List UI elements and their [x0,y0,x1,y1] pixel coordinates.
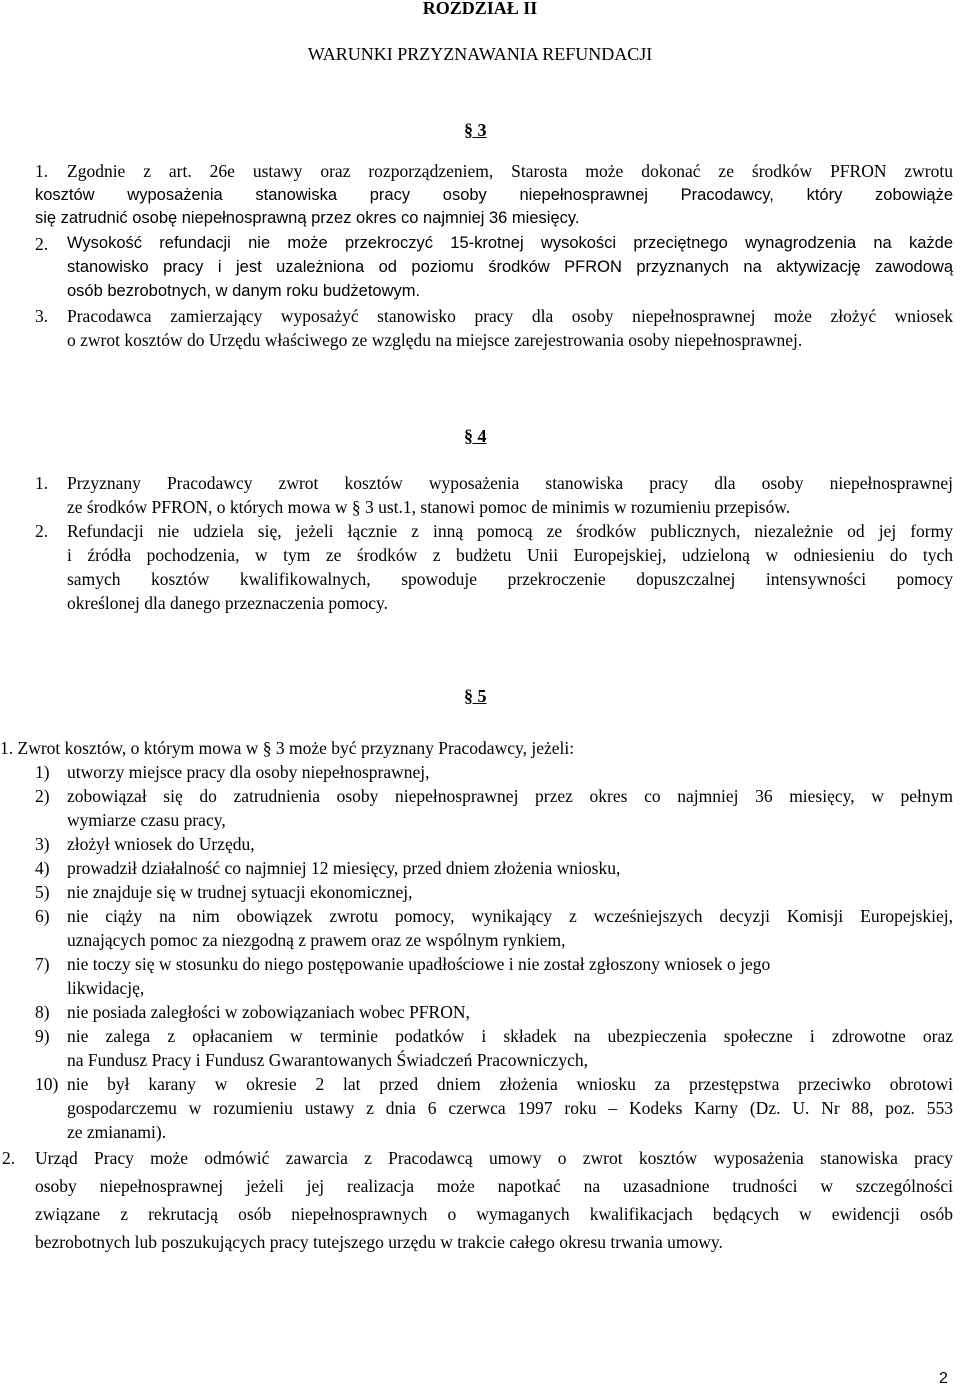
list-item: ze zmianami). [67,1122,167,1142]
sec3-p1-line: kosztów wyposażenia stanowiska pracy osoby niepełnosprawnej Pracodawcy, który zobowiąże [35,186,953,204]
sec4-p1-line: Przyznany Pracodawcy zwrot kosztów wyposażenia stanowiska pracy dla osoby niepełnosprawnej [67,473,953,493]
section-3-heading: § 3 [464,120,487,140]
sec5-p2-line: Urząd Pracy może odmówić zawarcia z Pracodawcą umowy o zwrot kosztów wyposażenia stanowiska pracy [35,1148,953,1168]
sec4-p2-line: i źródła pochodzenia, w tym ze środków z budżetu Unii Europejskiej, udzieloną w odniesieniu do tych [67,545,953,565]
sec5-intro: 1. Zwrot kosztów, o którym mowa w § 3 może być przyznany Pracodawcy, jeżeli: [0,738,575,758]
sec3-p2-line: stanowisko pracy i jest uzależniona od poziomu środków PFRON przyznanych na aktywizację zawodową [67,258,953,276]
list-item-number: 1) [35,762,50,782]
list-item: prowadził działalność co najmniej 12 miesięcy, przed dniem złożenia wniosku, [67,858,621,878]
list-item-number: 6) [35,906,50,926]
sec3-p3-number: 3. [35,306,49,326]
list-item-number: 8) [35,1002,50,1022]
sec3-p1-number: 1. [35,161,49,181]
list-item: na Fundusz Pracy i Fundusz Gwarantowanych Świadczeń Pracowniczych, [67,1050,588,1070]
sec5-p2-line: osoby niepełnosprawnej jeżeli jej realizacja może napotkać na uzasadnione trudności w szczególności [35,1176,953,1196]
list-item: nie był karany w okresie 2 lat przed dniem złożenia wniosku za przestępstwa przeciwko obrotowi [67,1074,953,1094]
list-item-number: 10) [35,1074,59,1094]
page-number: 2 [939,1370,948,1387]
chapter-heading: ROZDZIAŁ II [422,0,538,18]
list-item-number: 2) [35,786,50,806]
sec4-p2-number: 2. [35,521,49,541]
list-item: nie zalega z opłacaniem w terminie podatków i składek na ubezpieczenia społeczne i zdrowotne oraz [67,1026,953,1046]
sec3-p3-line: Pracodawca zamierzający wyposażyć stanowisko pracy dla osoby niepełnosprawnej może złożyć wniosek [67,306,953,326]
list-item: nie toczy się w stosunku do niego postępowanie upadłościowe i nie został zgłoszony wniosek o jego [67,954,771,974]
list-item-number: 3) [35,834,50,854]
list-item: zobowiązał się do zatrudnienia osoby niepełnosprawnej przez okres co najmniej 36 miesięcy, w pełnym [67,786,953,806]
sec5-p2-line: bezrobotnych lub poszukujących pracy tutejszego urzędu w trakcie całego okresu trwania umowy. [35,1232,723,1252]
sec4-p1-number: 1. [35,473,49,493]
sec3-p2-line: Wysokość refundacji nie może przekroczyć 15-krotnej wysokości przeciętnego wynagrodzenia na każde [67,234,953,252]
sec4-p2-line: określonej dla danego przeznaczenia pomocy. [67,593,389,613]
list-item-number: 9) [35,1026,50,1046]
sec3-p2-number: 2. [35,234,49,254]
list-item: wymiarze czasu pracy, [67,810,226,830]
sec3-p1-line: Zgodnie z art. 26e ustawy oraz rozporządzeniem, Starosta może dokonać ze środków PFRON zwrotu [67,161,953,181]
list-item: gospodarczemu w rozumieniu ustawy z dnia 6 czerwca 1997 roku – Kodeks Karny (Dz. U. Nr 88, poz. 553 [67,1098,953,1118]
sec3-p2-line: osób bezrobotnych, w danym roku budżetowym. [67,282,421,300]
sec4-p2-line: samych kosztów kwalifikowalnych, spowoduje przekroczenie dopuszczalnej intensywności pomocy [67,569,953,589]
list-item: nie znajduje się w trudnej sytuacji ekonomicznej, [67,882,413,902]
list-item: likwidację, [67,978,145,998]
sec4-p1-line: ze środków PFRON, o których mowa w § 3 ust.1, stanowi pomoc de minimis w rozumieniu przepisów. [67,497,791,517]
sec3-p1-line: się zatrudnić osobę niepełnosprawną przez okres co najmniej 36 miesięcy. [35,209,580,227]
list-item-number: 4) [35,858,50,878]
section-4-heading: § 4 [464,426,487,446]
sec5-p2-line: związane z rekrutacją osób niepełnosprawnych o wymaganych kwalifikacjach będących w ewidencji osób [35,1204,953,1224]
sec5-p2-number: 2. [2,1148,16,1168]
list-item-number: 7) [35,954,50,974]
list-item: utworzy miejsce pracy dla osoby niepełnosprawnej, [67,762,430,782]
chapter-title: WARUNKI PRZYZNAWANIA REFUNDACJI [307,44,653,64]
section-5-heading: § 5 [464,686,487,706]
list-item-number: 5) [35,882,50,902]
list-item: złożył wniosek do Urzędu, [67,834,255,854]
list-item: nie posiada zaległości w zobowiązaniach wobec PFRON, [67,1002,470,1022]
sec4-p2-line: Refundacji nie udziela się, jeżeli łącznie z inną pomocą ze środków publicznych, niezależnie od jej formy [67,521,953,541]
sec3-p3-line: o zwrot kosztów do Urzędu właściwego ze względu na miejsce zarejestrowania osoby niepełnosprawnej. [67,330,803,350]
list-item: uznających pomoc za niezgodną z prawem oraz ze wspólnym rynkiem, [67,930,566,950]
list-item: nie ciąży na nim obowiązek zwrotu pomocy, wynikający z wcześniejszych decyzji Komisji Europejskiej, [67,906,953,926]
